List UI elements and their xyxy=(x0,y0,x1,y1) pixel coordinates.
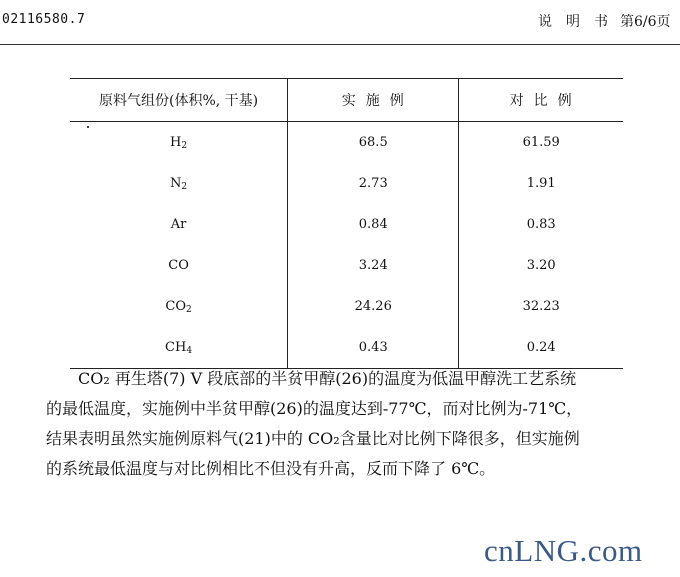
table-row xyxy=(70,286,623,327)
comparison-value: 1.91 xyxy=(459,163,623,204)
header-divider xyxy=(0,44,680,45)
comparison-value: 0.24 xyxy=(459,327,623,369)
document-number: 02116580.7 xyxy=(2,12,86,27)
example-value: 3.24 xyxy=(288,245,459,286)
page-header xyxy=(0,0,680,44)
component-cell: CO xyxy=(168,258,189,273)
document-title: 说明书 xyxy=(538,14,622,30)
composition-table xyxy=(70,78,623,369)
table-row xyxy=(70,163,623,204)
comparison-value: 61.59 xyxy=(459,122,623,164)
component-cell: $N_2$ xyxy=(170,176,188,192)
example-value: 0.43 xyxy=(288,327,459,369)
comparison-value: 3.20 xyxy=(459,245,623,286)
table-row xyxy=(70,204,623,245)
example-value: 2.73 xyxy=(288,163,459,204)
table-header-row xyxy=(70,79,623,122)
page-number: 第6/6页 xyxy=(620,14,671,30)
table-row xyxy=(70,245,623,286)
example-value: 0.84 xyxy=(288,204,459,245)
example-value: 68.5 xyxy=(288,122,459,164)
paragraph-line: 的系统最低温度与对比例相比不但没有升高，反而下降了 6℃。 xyxy=(46,459,496,478)
comparison-value: 32.23 xyxy=(459,286,623,327)
component-cell: $CO_2$ xyxy=(165,299,192,315)
table-row xyxy=(70,122,623,164)
component-cell: $CH_4$ xyxy=(70,327,288,369)
component-cell: $H_2$ xyxy=(170,135,188,151)
paragraph-line: 结果表明虽然实施例原料气(21)中的 CO₂含量比对比例下降很多，但实施例 xyxy=(46,429,580,448)
paragraph-line: CO₂ 再生塔(7) V 段底部的半贫甲醇(26)的温度为低温甲醇洗工艺系统 xyxy=(78,369,577,388)
comparison-value: 0.83 xyxy=(459,204,623,245)
paragraph-line: 的最低温度，实施例中半贫甲醇(26)的温度达到-77℃，而对比例为-71℃， xyxy=(46,399,583,418)
component-cell: Ar xyxy=(170,217,187,232)
column-header-example: 实施例 xyxy=(288,79,459,122)
column-header-component: 原料气组份(体积%, 干基) xyxy=(70,79,288,122)
example-value: 24.26 xyxy=(288,286,459,327)
site-watermark: cnLNG.com xyxy=(484,533,643,568)
body-paragraph xyxy=(46,364,636,484)
column-header-comparison: 对比例 xyxy=(459,79,623,122)
table-row xyxy=(70,327,623,369)
